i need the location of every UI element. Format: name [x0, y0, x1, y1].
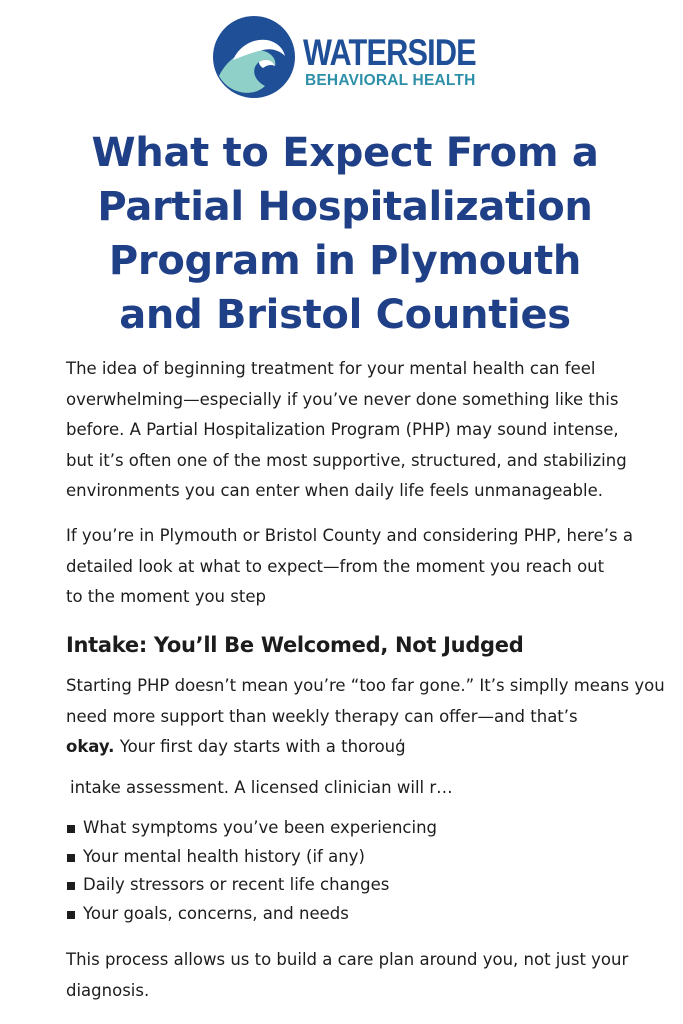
- text-line: [66, 732, 646, 763]
- text-line: before. A Partial Hospitalization Program (PHP) may sound intense,: [66, 420, 619, 439]
- brand-subtitle: BEHAVIORAL HEALTH: [305, 72, 476, 89]
- list-item: Your goals, concerns, and needs: [66, 900, 437, 929]
- text-line: need more support than weekly therapy can offer—and that’s: [66, 706, 578, 726]
- intake-paragraph: [66, 671, 665, 763]
- text-line: to the moment you step: [66, 587, 266, 606]
- title-line: What to Expect From a: [91, 130, 599, 176]
- intro-paragraph: [66, 354, 646, 507]
- text-fragment: Your first day starts with a thorouģ: [114, 737, 406, 756]
- text-line: Starting PHP doesn’t mean you’re “too far gone.” It’s simplly means you: [66, 676, 665, 695]
- text-line: diagnosis.: [66, 980, 150, 1000]
- closing-paragraph: [66, 945, 646, 1006]
- text-line: The idea of beginning treatment for your mental health can feel: [66, 359, 596, 378]
- list-item: Your mental health history (if any): [66, 843, 437, 872]
- text-line: but it’s often one of the most supportive, structured, and stabilizing: [66, 450, 627, 470]
- assessment-list: [66, 814, 437, 929]
- title-line: Program in Plymouth: [108, 238, 582, 284]
- title-line: Partial Hospitalization: [97, 184, 593, 230]
- text-line: environments you can enter when daily life feels unmanageable.: [66, 481, 603, 500]
- page-title: [60, 126, 630, 342]
- text-line: If you’re in Plymouth or Bristol County and considering PHP, here’s a: [66, 526, 633, 545]
- list-item: What symptoms you’ve been experiencing: [66, 814, 437, 843]
- text-line: This process allows us to build a care plan around you, not just your: [66, 950, 629, 969]
- title-line: and Bristol Counties: [119, 292, 571, 338]
- wave-logo-icon: [213, 16, 295, 98]
- text-line: detailed look at what to expect—from the moment you reach out: [66, 556, 605, 576]
- text-line: overwhelming—especially if you’ve never done something like this: [66, 389, 619, 409]
- list-item: Daily stressors or recent life changes: [66, 871, 437, 900]
- emphasis-text: okay.: [66, 737, 115, 756]
- brand-logo: [213, 16, 493, 98]
- lead-paragraph: [66, 521, 646, 613]
- assessment-line: intake assessment. A licensed clinician will r…: [70, 778, 453, 797]
- brand-name: WATERSIDE: [303, 32, 476, 73]
- section-heading: Intake: You’ll Be Welcomed, Not Judged: [66, 633, 524, 657]
